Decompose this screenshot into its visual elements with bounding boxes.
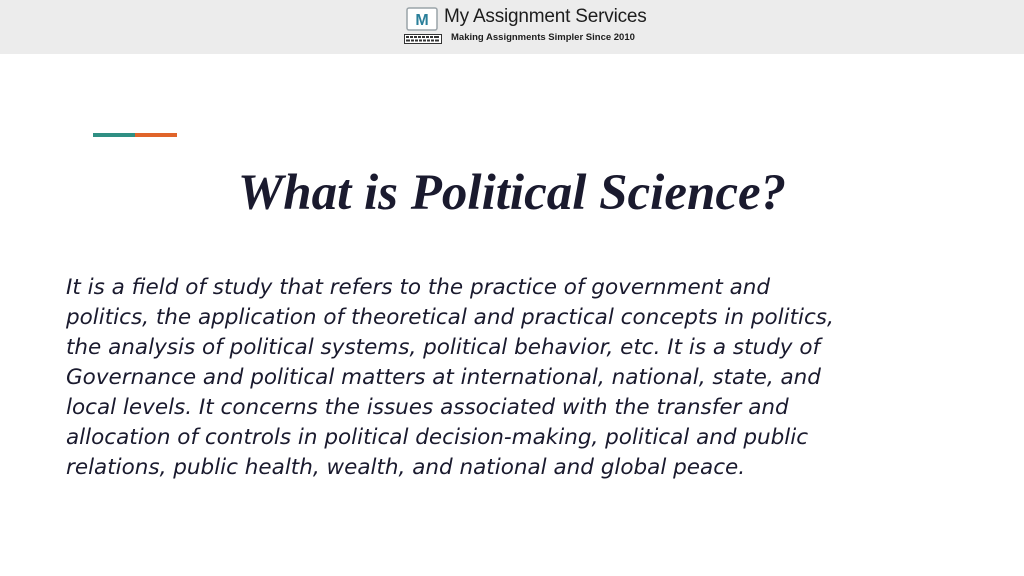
brand-tagline: Making Assignments Simpler Since 2010 <box>451 32 635 43</box>
accent-line <box>93 133 177 137</box>
accent-teal-segment <box>93 133 135 137</box>
logo-letter: M <box>415 12 429 29</box>
slide-title: What is Political Science? <box>237 165 787 221</box>
body-line: It is a field of study that refers to the practice of government and <box>66 275 771 300</box>
keyboard-icon <box>404 34 442 44</box>
body-text <box>66 273 966 483</box>
body-line: politics, the application of theoretical and practical concepts in politics, <box>66 305 834 330</box>
body-line: the analysis of political systems, political behavior, etc. It is a study of <box>66 335 821 360</box>
body-line: relations, public health, wealth, and national and global peace. <box>66 455 746 480</box>
body-line: Governance and political matters at international, national, state, and <box>66 365 821 390</box>
header-bar <box>0 0 1024 54</box>
laptop-logo-icon <box>404 6 440 34</box>
body-line: local levels. It concerns the issues associated with the transfer and <box>66 395 789 420</box>
accent-orange-segment <box>135 133 177 137</box>
brand-name: My Assignment Services <box>444 6 647 27</box>
body-line: allocation of controls in political decision-making, political and public <box>66 425 809 450</box>
brand-logo[interactable] <box>404 4 647 48</box>
